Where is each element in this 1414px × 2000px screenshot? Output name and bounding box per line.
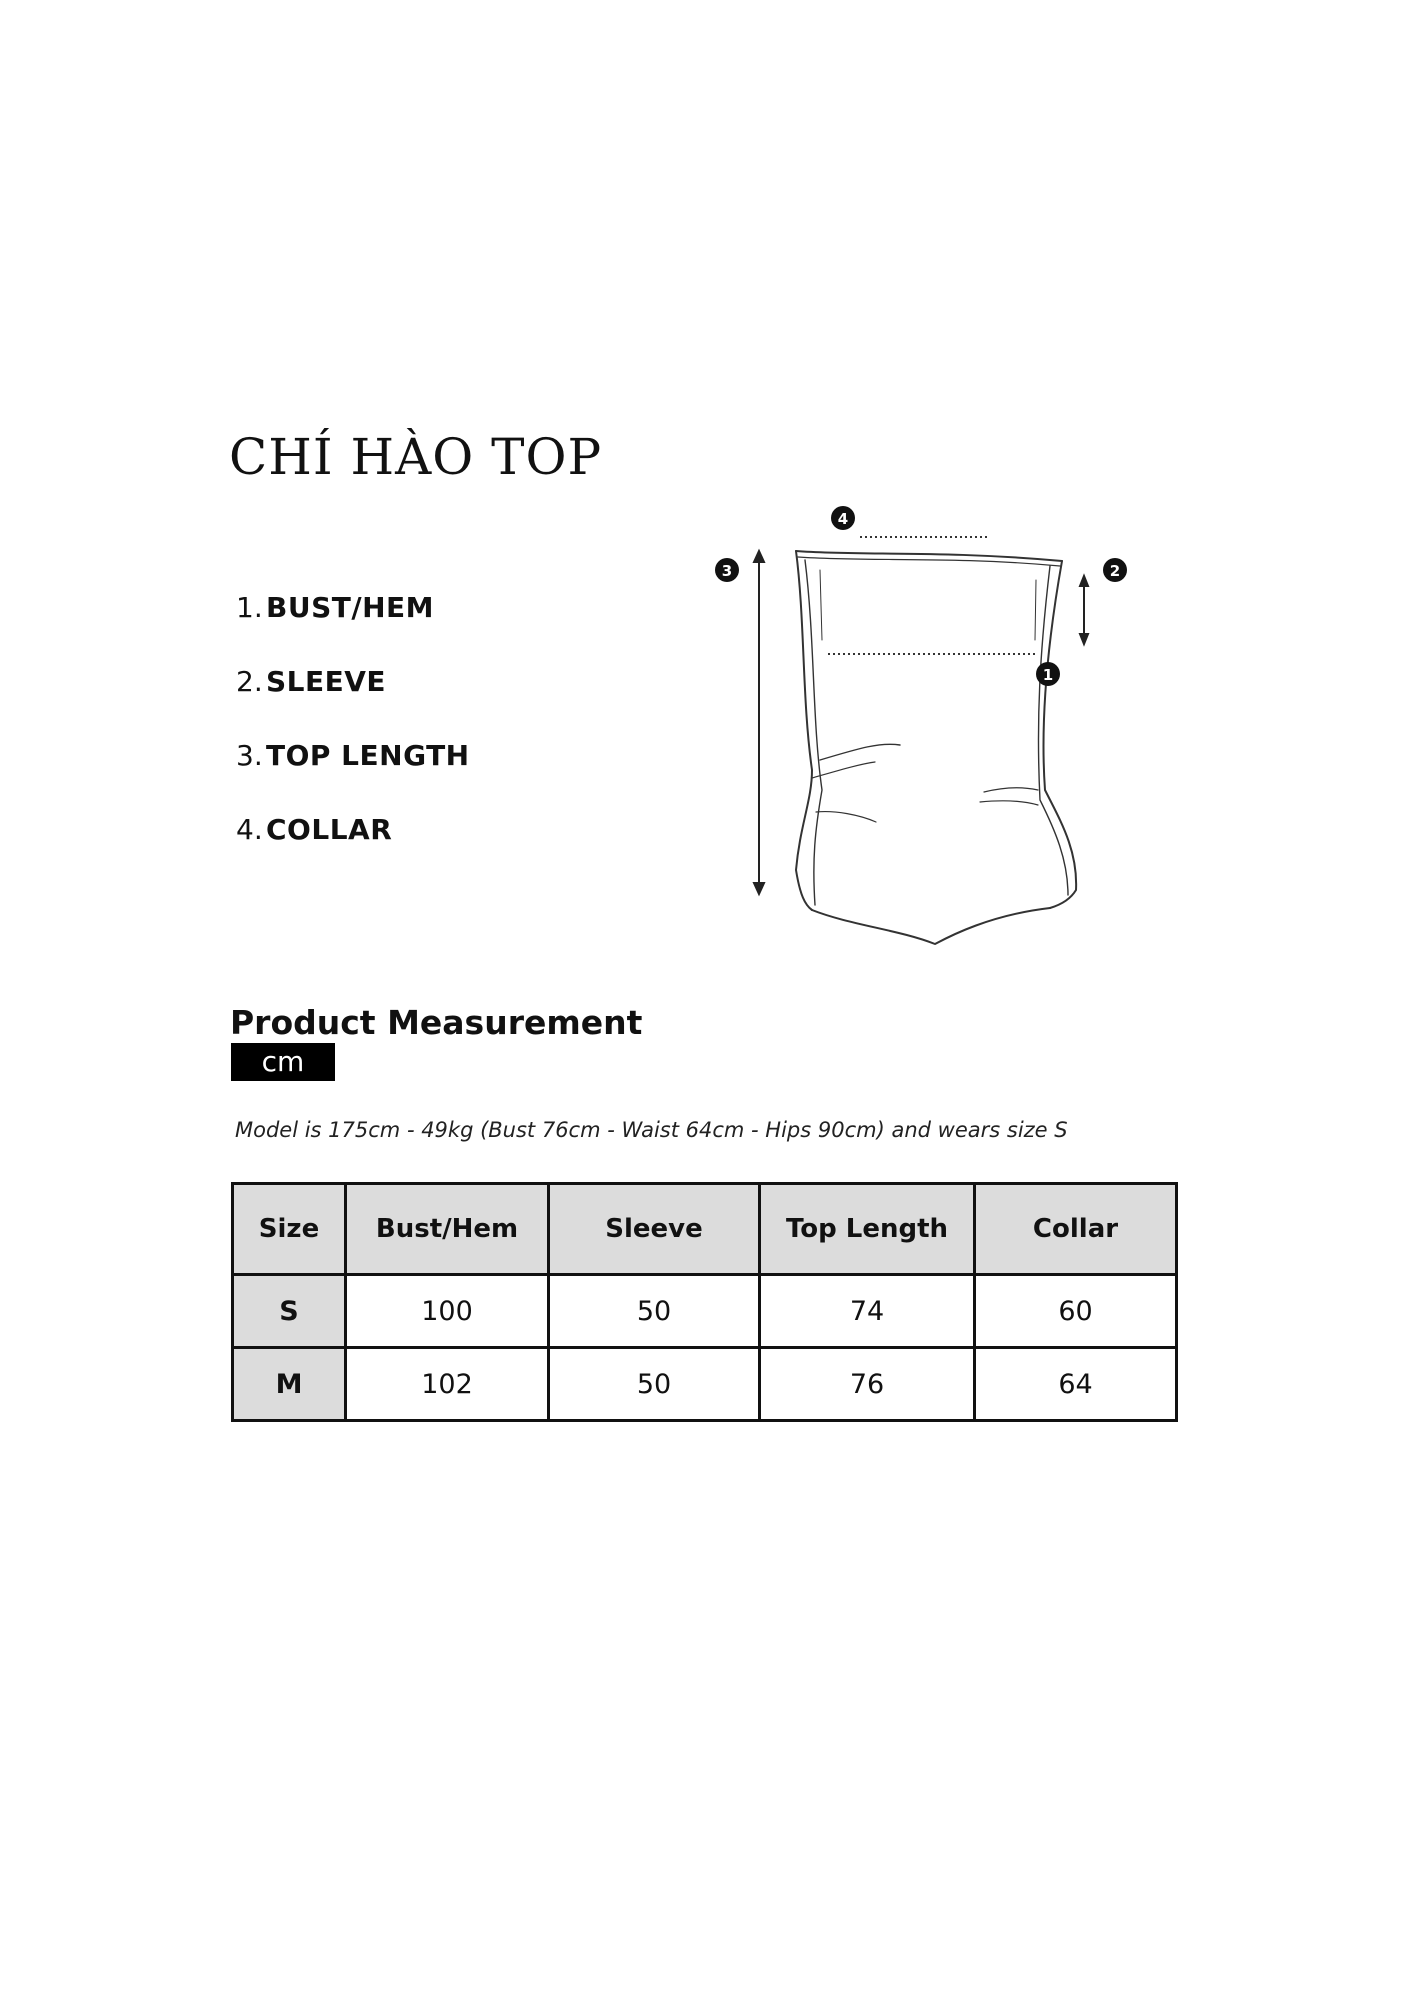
header-bust-hem: Bust/Hem	[346, 1184, 549, 1275]
table-cell: 74	[760, 1275, 975, 1348]
table-header-row	[233, 1184, 1177, 1275]
product-title: CHÍ HÀO TOP	[229, 428, 603, 486]
svg-text:2: 2	[1109, 562, 1121, 580]
header-size: Size	[233, 1184, 346, 1275]
table-row	[233, 1348, 1177, 1421]
marker-4	[831, 506, 855, 530]
table-row	[233, 1275, 1177, 1348]
svg-text:3: 3	[721, 562, 733, 580]
legend-number: 4.	[236, 812, 263, 846]
marker-2	[1103, 558, 1127, 582]
legend-label: COLLAR	[266, 812, 393, 846]
table-cell: 50	[549, 1348, 760, 1421]
legend-label: TOP LENGTH	[266, 738, 470, 772]
legend-label: BUST/HEM	[266, 590, 434, 624]
marker-1	[1036, 662, 1060, 686]
top-length-arrow	[754, 551, 764, 894]
sleeve-arrow	[1080, 576, 1088, 644]
legend-number: 2.	[236, 664, 263, 698]
legend-label: SLEEVE	[266, 664, 387, 698]
table-cell: 64	[975, 1348, 1177, 1421]
table-cell: 102	[346, 1348, 549, 1421]
marker-3	[715, 558, 739, 582]
table-cell: 60	[975, 1275, 1177, 1348]
legend-item-top-length	[236, 718, 470, 792]
garment-hem	[812, 908, 1050, 944]
legend-number: 1.	[236, 590, 263, 624]
garment-right-side	[1044, 561, 1077, 908]
table-cell: 76	[760, 1348, 975, 1421]
unit-badge: cm	[231, 1043, 335, 1081]
garment-sketch	[700, 500, 1150, 960]
model-note: Model is 175cm - 49kg (Bust 76cm - Waist 64cm - Hips 90cm) and wears size S	[235, 1118, 1068, 1142]
table-cell: 50	[549, 1275, 760, 1348]
header-collar: Collar	[975, 1184, 1177, 1275]
table-cell: 100	[346, 1275, 549, 1348]
legend-item-collar	[236, 792, 470, 866]
header-top-length: Top Length	[760, 1184, 975, 1275]
table-cell-size: M	[233, 1348, 346, 1421]
svg-text:4: 4	[837, 510, 849, 528]
section-title: Product Measurement	[230, 1003, 643, 1042]
size-table	[231, 1182, 1178, 1422]
legend-number: 3.	[236, 738, 263, 772]
legend-item-sleeve	[236, 644, 470, 718]
header-sleeve: Sleeve	[549, 1184, 760, 1275]
table-cell-size: S	[233, 1275, 346, 1348]
svg-text:1: 1	[1042, 666, 1054, 684]
legend-item-bust-hem	[236, 570, 470, 644]
measurement-legend	[236, 570, 470, 866]
